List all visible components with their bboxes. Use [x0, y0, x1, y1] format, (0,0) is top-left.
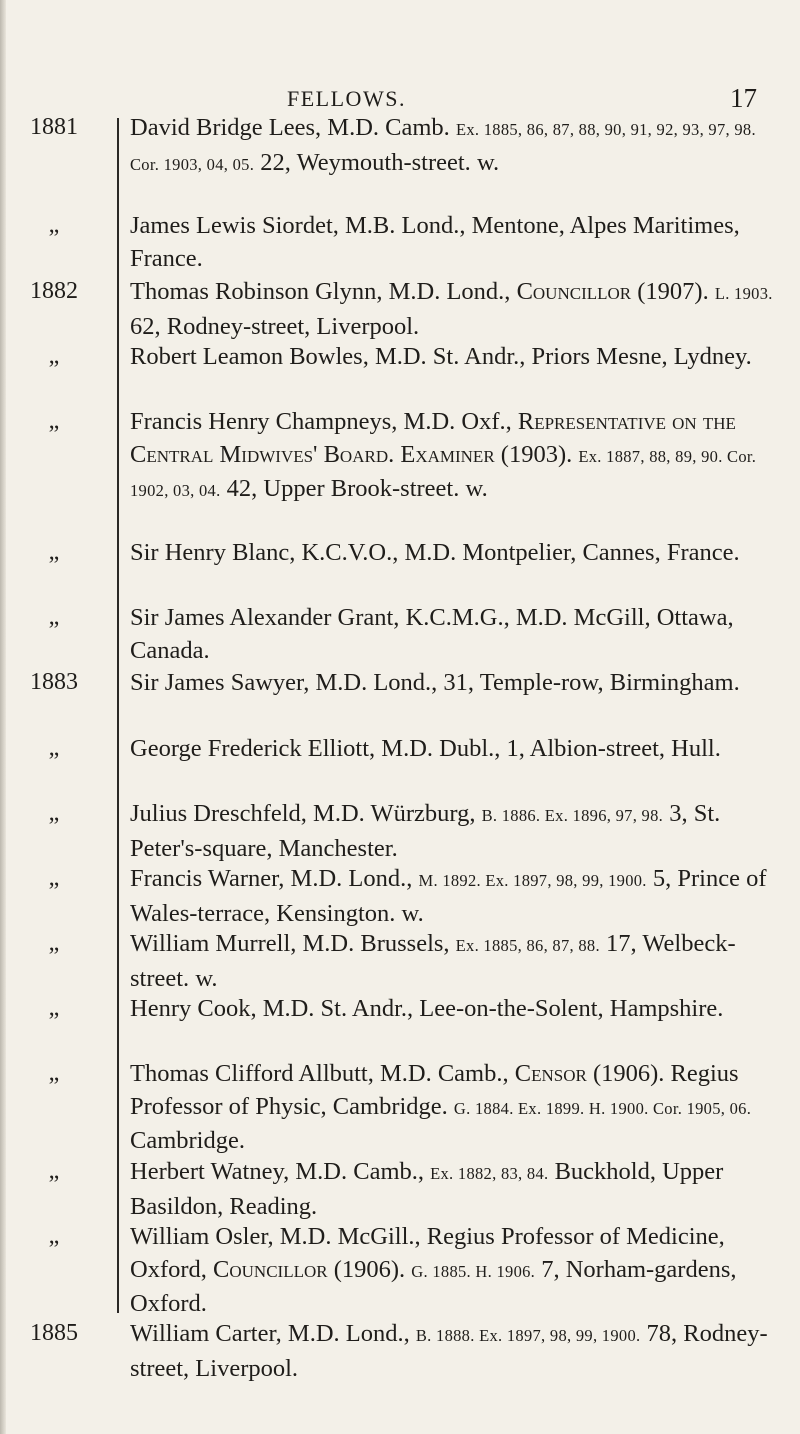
election-year: 1885 [30, 1320, 78, 1346]
address-text: Mentone, Alpes Maritimes, France. [130, 212, 740, 272]
address-text: Ottawa, Canada. [130, 604, 734, 664]
election-year: 1883 [30, 669, 78, 695]
name-text: (1906). [327, 1255, 412, 1283]
offices-text: Ex. 1885, 86, 87, 88, 90, 91, 92, 93, 97, 98. Cor. 1903, 04, 05. [130, 120, 756, 174]
address-text: Weymouth-street. [296, 148, 471, 176]
election-year: 1881 [30, 114, 78, 140]
offices-text: B. 1888. Ex. 1897, 98, 99, 1900. [415, 1326, 641, 1345]
name-text: w. [395, 899, 424, 927]
name-text: w. [470, 148, 500, 176]
election-year: „ [48, 800, 60, 826]
name-text: 3, [663, 800, 694, 827]
name-text: Julius Dreschfeld, M.D. Würzburg, [130, 800, 482, 827]
office-title: Representative on the Central Midwives' Board. Examiner [130, 408, 736, 468]
column-rule [117, 118, 119, 1313]
name-text: 7, [535, 1255, 566, 1283]
office-title: Censor [514, 1060, 587, 1087]
offices-text: G. 1884. Ex. 1899. H. 1900. Cor. 1905, 06. [453, 1098, 752, 1118]
offices-text: Ex. 1885, 86, 87, 88. [455, 936, 600, 955]
election-year: „ [48, 735, 60, 761]
fellow-text [130, 928, 780, 995]
fellow-text [130, 406, 780, 508]
address-text: Albion-street, Hull. [529, 735, 721, 762]
election-year: „ [48, 1158, 60, 1184]
name-text: Francis Henry Champneys, M.D. Oxf., [130, 408, 518, 435]
name-text: Francis Warner, M.D. Lond., [130, 865, 419, 892]
address-text: Buckhold, Upper Basildon, Reading. [130, 1158, 724, 1220]
office-title: Councillor [516, 278, 632, 305]
address-text: K.C.M.G., [405, 604, 510, 631]
address-text: Cambridge. [130, 1127, 245, 1154]
address-text: Rodney-street, Liverpool. [166, 312, 420, 340]
address-text: Welbeck-street. [130, 930, 736, 992]
fellow-text [130, 1156, 780, 1223]
name-text: (1907). [631, 278, 715, 305]
election-year: „ [48, 604, 60, 630]
offices-text: M. 1892. Ex. 1897, 98, 99, 1900. [418, 871, 647, 890]
fellow-text [130, 537, 780, 570]
page-binding-edge [0, 0, 6, 1434]
name-text: James Lewis Siordet, M.B. Lond., [130, 212, 472, 239]
election-year: „ [48, 408, 60, 434]
address-text: K.C.V.O., [301, 539, 399, 566]
name-text: w. [459, 475, 488, 502]
election-year: „ [48, 343, 60, 369]
name-text: 17, [599, 930, 643, 957]
address-text: Upper Brook-street. [263, 475, 460, 502]
name-text: William Osler, M.D. McGill., [130, 1223, 427, 1250]
fellow-text [130, 602, 780, 667]
name-text: (1903). [494, 440, 579, 468]
fellow-text [130, 341, 780, 374]
address-text: Norham-gardens, Oxford. [130, 1255, 737, 1317]
fellow-text [130, 210, 780, 275]
fellow-text [130, 863, 780, 930]
name-text: 42, [220, 475, 264, 502]
address-text: Cannes, France. [582, 539, 740, 566]
address-text: Priors Mesne, Lydney. [531, 343, 752, 370]
name-text: 5, [646, 865, 678, 892]
election-year: „ [48, 539, 60, 565]
address-text: St. Peter's-square, Manchester. [130, 800, 721, 862]
name-text: Sir James Alexander Grant, [130, 604, 406, 631]
address-text: Regius Professor of Medicine, Oxford, [130, 1223, 725, 1283]
page-number: 17 [730, 83, 757, 113]
name-text: 22, [254, 148, 297, 176]
name-text: Sir James Sawyer, M.D. Lond., 31, [130, 669, 480, 696]
name-text: 78, [640, 1320, 684, 1347]
name-text: William Carter, M.D. Lond., [130, 1320, 416, 1347]
page-title: FELLOWS. [287, 86, 406, 111]
name-text: M.D. Montpelier, [398, 539, 583, 566]
name-text: George Frederick Elliott, M.D. Dubl., 1, [130, 735, 530, 762]
address-text: Regius Professor of Physic, Cambridge. [130, 1060, 739, 1120]
name-text: Robert Leamon Bowles, M.D. St. Andr., [130, 343, 532, 370]
fellow-text [130, 276, 780, 343]
offices-text: L. 1903. [714, 284, 773, 303]
address-text: Lee-on-the-Solent, Hampshire. [419, 995, 724, 1022]
fellow-text [130, 798, 780, 865]
election-year: „ [48, 930, 60, 956]
election-year: „ [48, 1223, 60, 1249]
name-text: Herbert Watney, M.D. Camb., [130, 1158, 431, 1185]
election-year: 1882 [30, 278, 78, 304]
name-text: (1906). [586, 1060, 671, 1087]
name-text: David Bridge Lees, M.D. Camb. [130, 114, 456, 141]
fellow-text [130, 667, 780, 700]
election-year: „ [48, 995, 60, 1021]
election-year: „ [48, 1060, 60, 1086]
fellow-text [130, 733, 780, 766]
election-year: „ [48, 865, 60, 891]
address-text: Rodney-street, Liverpool. [130, 1320, 768, 1382]
address-text: Prince of Wales-terrace, Kensington. [130, 865, 767, 927]
name-text: M.D. McGill, [509, 604, 657, 631]
address-text: Temple-row, Birmingham. [479, 669, 740, 696]
offices-text: Ex. 1887, 88, 89, 90. Cor. 1902, 03, 04. [130, 446, 757, 500]
fellow-text [130, 993, 780, 1026]
election-year: „ [48, 212, 60, 238]
name-text: William Murrell, M.D. Brussels, [130, 930, 456, 957]
fellow-text [130, 1058, 780, 1158]
name-text: Sir Henry Blanc, [130, 539, 302, 566]
name-text: Thomas Clifford Allbutt, M.D. Camb., [130, 1060, 515, 1087]
name-text: w. [189, 964, 218, 992]
name-text: Henry Cook, M.D. St. Andr., [130, 995, 420, 1022]
offices-text: G. 1885. H. 1906. [411, 1261, 536, 1281]
fellow-text [130, 1318, 780, 1385]
offices-text: B. 1886. Ex. 1896, 97, 98. [481, 806, 664, 825]
fellow-text [130, 112, 780, 181]
fellow-text [130, 1221, 780, 1321]
name-text: 62, [130, 312, 167, 340]
offices-text: Ex. 1882, 83, 84. [430, 1164, 549, 1183]
name-text: Thomas Robinson Glynn, M.D. Lond., [130, 278, 517, 305]
office-title: Councillor [213, 1255, 328, 1283]
